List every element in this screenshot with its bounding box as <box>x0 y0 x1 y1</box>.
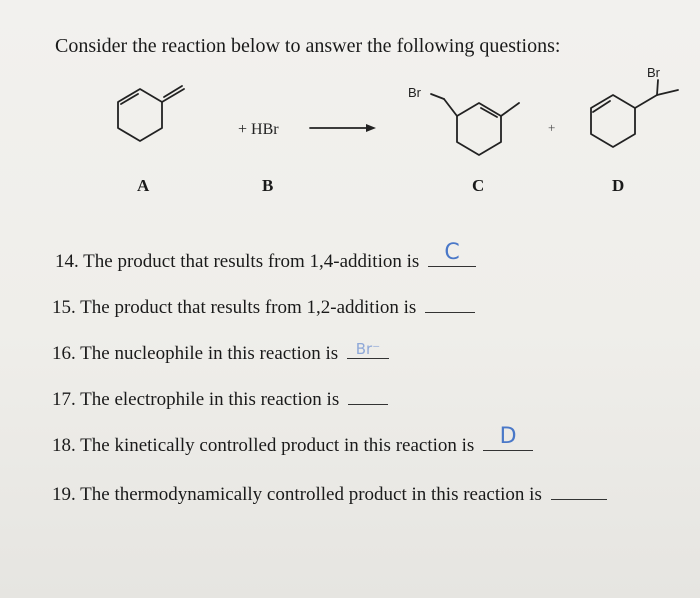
question-text: 15. The product that results from 1,2-addition is <box>52 297 417 318</box>
answer-blank[interactable] <box>347 340 389 359</box>
page-title: Consider the reaction below to answer the following questions: <box>55 35 561 57</box>
question-text: 16. The nucleophile in this reaction is <box>52 343 339 364</box>
answer-blank[interactable] <box>425 294 475 313</box>
question-text: 14. The product that results from 1,4-addition is <box>55 251 420 272</box>
question-18 <box>52 424 533 457</box>
bromine-label-d: Br <box>647 65 660 80</box>
question-19 <box>52 481 607 506</box>
plus-sign: + <box>548 120 556 135</box>
handwritten-answer: D <box>499 424 517 449</box>
question-text: 18. The kinetically controlled product in this reaction is <box>52 435 475 456</box>
question-16 <box>52 340 389 365</box>
handwritten-answer: Br⁻ <box>355 340 381 358</box>
question-text: 17. The electrophile in this reaction is <box>52 389 340 410</box>
reaction-scheme <box>0 0 700 200</box>
question-text: 19. The thermodynamically controlled product in this reaction is <box>52 484 542 505</box>
molecule-d <box>591 80 678 147</box>
question-14 <box>55 240 476 273</box>
question-17 <box>52 386 388 411</box>
answer-blank[interactable] <box>483 424 533 451</box>
label-d: D <box>612 176 625 195</box>
answer-blank[interactable] <box>348 386 388 405</box>
molecule-a <box>118 86 184 141</box>
bromine-label-c: Br <box>408 85 421 100</box>
question-15 <box>52 294 475 319</box>
molecule-c <box>431 94 519 155</box>
label-c: C <box>472 176 485 195</box>
label-b: B <box>262 176 274 195</box>
answer-blank[interactable] <box>428 240 476 267</box>
reagent-text: + HBr <box>238 121 279 138</box>
answer-blank[interactable] <box>551 481 607 500</box>
handwritten-answer: C <box>444 240 460 265</box>
label-a: A <box>137 176 150 195</box>
reaction-arrow <box>310 124 376 132</box>
